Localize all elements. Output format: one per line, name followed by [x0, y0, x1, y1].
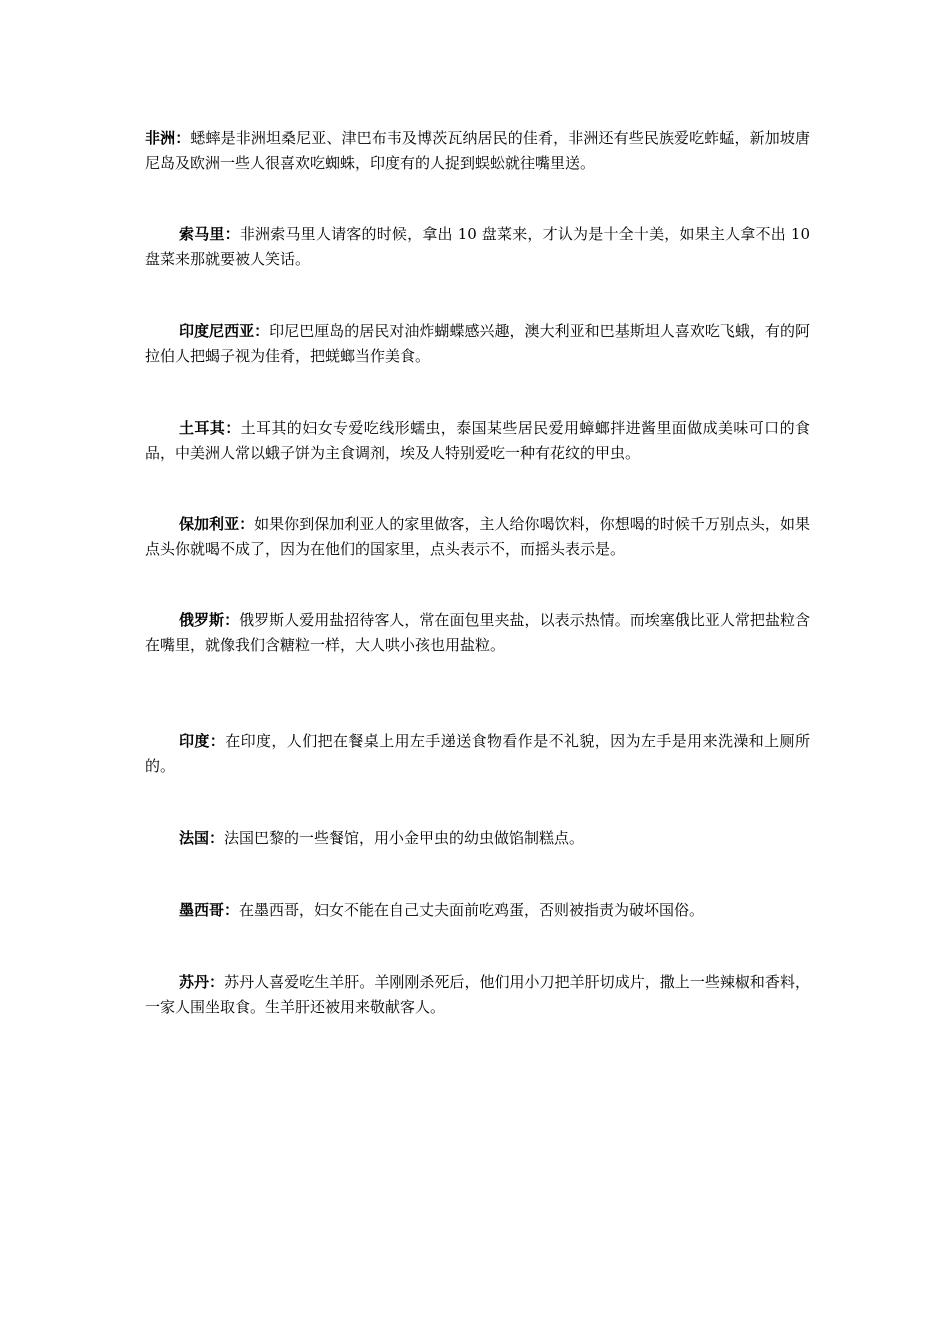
paragraph-russia	[145, 608, 810, 658]
paragraph-text: 如果你到保加利亚人的家里做客，主人给你喝饮料，你想喝的时候千万别点头，如果点头你就喝不成了，因为在他们的国家里，点头表示不，而摇头表示是。	[145, 515, 810, 558]
paragraph-somalia	[145, 222, 810, 272]
paragraph-text: 苏丹人喜爱吃生羊肝。羊刚刚杀死后，他们用小刀把羊肝切成片，撒上一些辣椒和香料，一家人围坐取食。生羊肝还被用来敬献客人。	[145, 973, 810, 1016]
paragraph-lead: 俄罗斯：	[179, 611, 240, 629]
paragraph-text: 印尼巴厘岛的居民对油炸蝴蝶感兴趣，澳大利亚和巴基斯坦人喜欢吃飞蛾，有的阿拉伯人把蝎子视为佳肴，把蜣螂当作美食。	[145, 322, 810, 365]
paragraph-text: 俄罗斯人爱用盐招待客人，常在面包里夹盐，以表示热情。而埃塞俄比亚人常把盐粒含在嘴里，就像我们含糖粒一样，大人哄小孩也用盐粒。	[145, 611, 810, 654]
paragraph-lead: 索马里：	[179, 225, 240, 243]
paragraph-india	[145, 729, 810, 779]
paragraph-text: 蟋蟀是非洲坦桑尼亚、津巴布韦及博茨瓦纳居民的佳肴，非洲还有些民族爱吃蚱蜢，新加坡唐尼岛及欧洲一些人很喜欢吃蜘蛛，印度有的人捉到蜈蚣就往嘴里送。	[145, 129, 810, 172]
paragraph-lead: 印度尼西亚：	[179, 322, 270, 340]
paragraph-lead: 墨西哥：	[179, 901, 240, 919]
paragraph-lead: 法国：	[179, 829, 225, 847]
paragraph-text: 在印度，人们把在餐桌上用左手递送食物看作是不礼貌，因为左手是用来洗澡和上厕所的。	[145, 732, 810, 775]
paragraph-mexico	[145, 898, 810, 923]
paragraph-indonesia	[145, 319, 810, 369]
paragraph-text: 法国巴黎的一些餐馆，用小金甲虫的幼虫做馅制糕点。	[224, 829, 585, 847]
paragraph-africa	[145, 126, 810, 176]
paragraph-lead: 保加利亚：	[179, 515, 255, 533]
paragraph-lead: 苏丹：	[179, 973, 225, 991]
paragraph-text: 土耳其的妇女专爱吃线形蠕虫，泰国某些居民爱用蟑螂拌进酱里面做成美味可口的食品，中美洲人常以蛾子饼为主食调剂，埃及人特别爱吃一种有花纹的甲虫。	[145, 419, 810, 462]
paragraph-lead: 土耳其：	[179, 419, 241, 437]
paragraph-text: 在墨西哥，妇女不能在自己丈夫面前吃鸡蛋，否则被指责为破坏国俗。	[239, 901, 705, 919]
paragraph-bulgaria	[145, 512, 810, 562]
paragraph-france	[145, 826, 810, 851]
paragraph-turkey	[145, 416, 810, 466]
paragraph-lead: 非洲：	[145, 129, 191, 147]
paragraph-sudan	[145, 970, 810, 1020]
paragraph-text: 非洲索马里人请客的时候，拿出 10 盘菜来，才认为是十全十美，如果主人拿不出 10 盘菜来那就要被人笑话。	[145, 225, 810, 268]
paragraph-lead: 印度：	[179, 732, 226, 750]
